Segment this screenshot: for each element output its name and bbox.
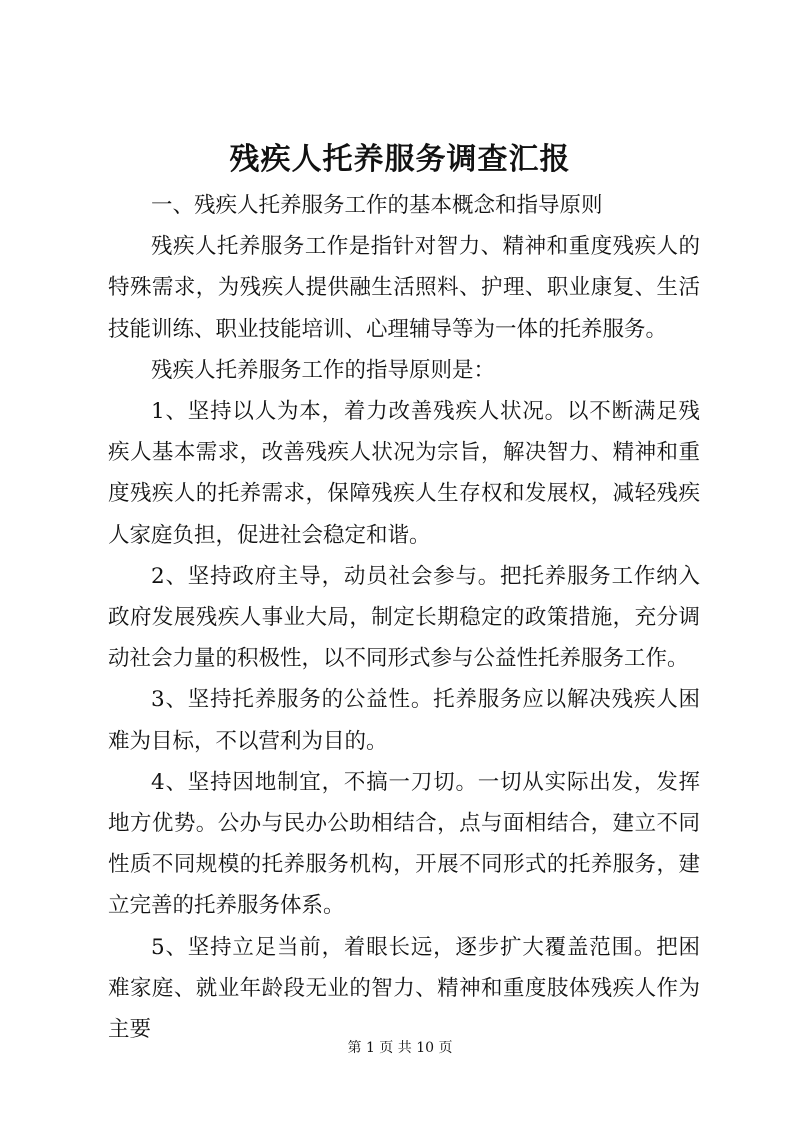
page-footer: 第 1 页 共 10 页 xyxy=(347,1040,453,1056)
paragraph-principle-5: 5、坚持立足当前，着眼长远，逐步扩大覆盖范围。把困难家庭、就业年龄段无业的智力、精神和重度肢体残疾人作为主要 xyxy=(108,934,700,1043)
section-heading: 一、残疾人托养服务工作的基本概念和指导原则 xyxy=(151,193,603,218)
paragraph-principle-1: 1、坚持以人为本，着力改善残疾人状况。以不断满足残疾人基本需求，改善残疾人状况为宗旨，解决智力、精神和重度残疾人的托养需求，保障残疾人生存权和发展权，减轻残疾人家庭负担，促进社会稳定和谐。 xyxy=(108,399,700,548)
paragraph-principle-2: 2、坚持政府主导，动员社会参与。把托养服务工作纳入政府发展残疾人事业大局，制定长期稳定的政策措施，充分调动社会力量的积极性，以不同形式参与公益性托养服务工作。 xyxy=(108,563,700,672)
paragraph-definition: 残疾人托养服务工作是指针对智力、精神和重度残疾人的特殊需求，为残疾人提供融生活照料、护理、职业康复、生活技能训练、职业技能培训、心理辅导等为一体的托养服务。 xyxy=(108,234,700,342)
paragraph-principle-3: 3、坚持托养服务的公益性。托养服务应以解决残疾人困难为目标，不以营利为目的。 xyxy=(108,687,700,754)
document-body xyxy=(108,185,700,1050)
paragraph-principle-4: 4、坚持因地制宜，不搞一刀切。一切从实际出发，发挥地方优势。公办与民办公助相结合，点与面相结合，建立不同性质不同规模的托养服务机构，开展不同形式的托养服务，建立完善的托养服务体系。 xyxy=(108,769,700,919)
document-title: 残疾人托养服务调查汇报 xyxy=(229,142,571,177)
paragraph-principles-intro: 残疾人托养服务工作的指导原则是： xyxy=(151,357,496,383)
